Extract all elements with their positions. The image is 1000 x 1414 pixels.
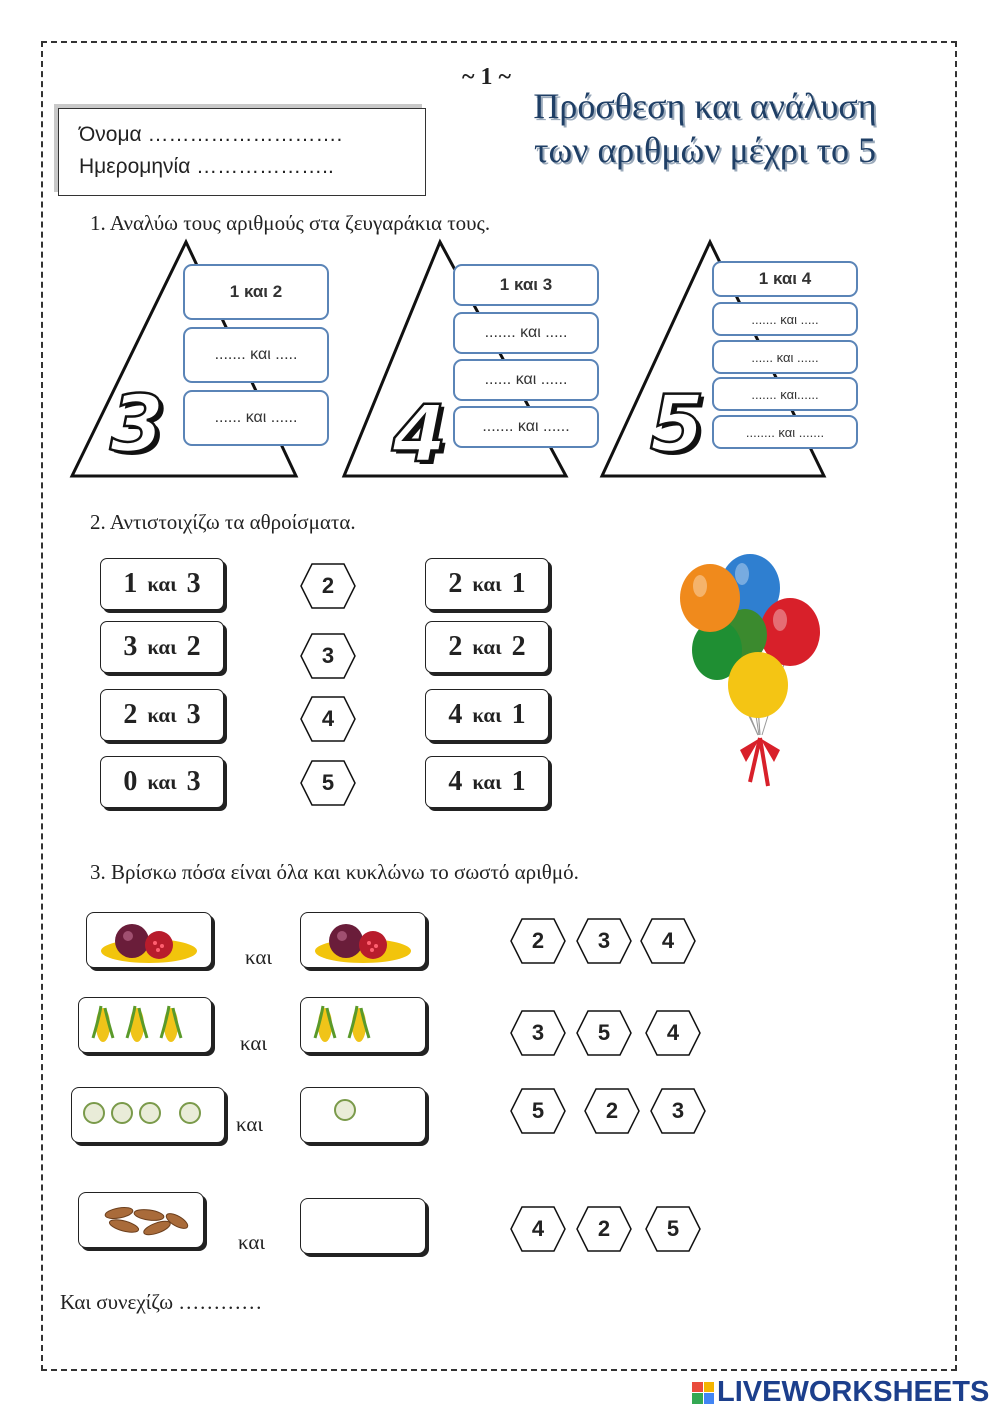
option-value: 5: [531, 1098, 545, 1123]
sum-result-hexagon[interactable]: [300, 633, 356, 679]
corn-icon: [79, 998, 211, 1052]
empty-picture-box: [300, 1198, 426, 1254]
option-value: 2: [531, 928, 545, 953]
answer-option-hexagon[interactable]: [510, 1206, 566, 1252]
hex-value: 2: [321, 573, 335, 598]
hex-value: 5: [321, 770, 335, 795]
answer-option-hexagon[interactable]: [645, 1010, 701, 1056]
title-line-1: Πρόσθεση και ανάλυση: [533, 86, 877, 126]
cauliflower-icon: [72, 1088, 224, 1142]
sum-addend-a: 4: [448, 766, 463, 797]
sum-addend-b: 2: [511, 631, 526, 662]
pair-input[interactable]: ....... και .....: [183, 327, 329, 383]
sum-kai: και: [472, 634, 502, 659]
answer-option-hexagon[interactable]: [645, 1206, 701, 1252]
sum-left-1[interactable]: [100, 558, 224, 610]
watermark-text: LIVEWORKSHEETS: [717, 1376, 990, 1408]
picture-box: [300, 1087, 426, 1143]
worksheet-title: [470, 84, 940, 172]
pair-example-3: 1 και 2: [183, 264, 329, 320]
answer-option-hexagon[interactable]: [576, 1206, 632, 1252]
page-number: ~ 1 ~: [462, 64, 511, 90]
sum-addend-b: 1: [511, 568, 526, 599]
and-label: και: [236, 1112, 264, 1136]
answer-option-hexagon[interactable]: [510, 918, 566, 964]
sum-addend-b: 3: [186, 699, 201, 730]
picture-box: [78, 997, 212, 1053]
answer-option-hexagon[interactable]: [510, 1010, 566, 1056]
option-value: 5: [597, 1020, 611, 1045]
exercise3-instruction: 3. Βρίσκω πόσα είναι όλα και κυκλώνω το σωστό αριθμό.: [90, 860, 579, 884]
sum-right-1[interactable]: [425, 558, 549, 610]
picture-box: [86, 912, 212, 968]
liveworksheets-logo: [692, 1376, 989, 1409]
pair-example-4: 1 και 3: [453, 264, 599, 306]
exercise1-instruction: 1. Αναλύω τους αριθμούς στα ζευγαράκια τους.: [90, 211, 491, 235]
sum-right-4[interactable]: [425, 756, 549, 808]
pair-input[interactable]: ....... και .....: [712, 302, 858, 336]
option-value: 4: [531, 1216, 545, 1241]
pomegranate-icon: [301, 913, 425, 967]
sum-addend-a: 2: [448, 568, 463, 599]
option-value: 4: [666, 1020, 680, 1045]
date-field[interactable]: Ημερομηνία ………………..: [79, 155, 334, 178]
answer-option-hexagon[interactable]: [576, 1010, 632, 1056]
option-value: 2: [605, 1098, 619, 1123]
title-line-2: των αριθμών μέχρι το 5: [534, 130, 876, 170]
pomegranate-icon: [87, 913, 211, 967]
sum-result-hexagon[interactable]: [300, 563, 356, 609]
sum-addend-b: 3: [186, 568, 201, 599]
corn-icon: [301, 998, 425, 1052]
picture-box: [300, 912, 426, 968]
sum-addend-a: 1: [123, 568, 138, 599]
sum-kai: και: [147, 769, 177, 794]
sum-result-hexagon[interactable]: [300, 696, 356, 742]
sum-kai: και: [472, 769, 502, 794]
sum-addend-b: 2: [186, 631, 201, 662]
pair-input[interactable]: ...... και ......: [453, 359, 599, 401]
pair-input[interactable]: ........ και .......: [712, 415, 858, 449]
answer-option-hexagon[interactable]: [640, 918, 696, 964]
answer-option-hexagon[interactable]: [584, 1088, 640, 1134]
sum-left-3[interactable]: [100, 689, 224, 741]
triangle-number-5: 5: [650, 380, 705, 470]
sum-addend-b: 1: [511, 699, 526, 730]
sum-addend-a: 3: [123, 631, 138, 662]
pair-example-5: 1 και 4: [712, 261, 858, 297]
sum-left-4[interactable]: [100, 756, 224, 808]
triangle-number-3: 3: [110, 380, 165, 470]
hex-value: 4: [321, 706, 335, 731]
balloons-icon: [670, 550, 830, 795]
option-value: 2: [597, 1216, 611, 1241]
answer-option-hexagon[interactable]: [510, 1088, 566, 1134]
picture-box: [300, 997, 426, 1053]
pair-input[interactable]: ....... και ......: [453, 406, 599, 448]
sum-right-2[interactable]: [425, 621, 549, 673]
option-value: 3: [597, 928, 611, 953]
sum-addend-a: 2: [123, 699, 138, 730]
picture-box: [78, 1192, 204, 1248]
sum-addend-a: 2: [448, 631, 463, 662]
sum-addend-a: 0: [123, 766, 138, 797]
answer-option-hexagon[interactable]: [576, 918, 632, 964]
sum-kai: και: [472, 571, 502, 596]
option-value: 3: [671, 1098, 685, 1123]
hex-value: 3: [321, 643, 335, 668]
and-label: και: [245, 945, 273, 969]
sum-kai: και: [147, 634, 177, 659]
continue-text: Και συνεχίζω …………: [60, 1290, 263, 1314]
sum-addend-a: 4: [448, 699, 463, 730]
sum-addend-b: 3: [186, 766, 201, 797]
sum-left-2[interactable]: [100, 621, 224, 673]
cauliflower-icon: [301, 1088, 425, 1142]
and-label: και: [238, 1230, 266, 1254]
sum-right-3[interactable]: [425, 689, 549, 741]
option-value: 4: [661, 928, 675, 953]
pair-input[interactable]: ....... και .....: [453, 312, 599, 354]
sum-addend-b: 1: [511, 766, 526, 797]
sum-kai: και: [147, 702, 177, 727]
pair-input[interactable]: ....... και......: [712, 377, 858, 411]
sum-kai: και: [147, 571, 177, 596]
option-value: 3: [531, 1020, 545, 1045]
and-label: και: [240, 1031, 268, 1055]
name-date-box: [58, 108, 426, 196]
sum-kai: και: [472, 702, 502, 727]
triangle-number-4: 4: [392, 390, 447, 480]
option-value: 5: [666, 1216, 680, 1241]
name-field[interactable]: Όνομα ……………………….: [79, 123, 343, 146]
pair-input[interactable]: ...... και ......: [712, 340, 858, 374]
answer-option-hexagon[interactable]: [650, 1088, 706, 1134]
sum-result-hexagon[interactable]: [300, 760, 356, 806]
pair-input[interactable]: ...... και ......: [183, 390, 329, 446]
almond-icon: [79, 1193, 203, 1247]
exercise2-instruction: 2. Αντιστοιχίζω τα αθροίσματα.: [90, 510, 356, 534]
liveworksheets-mark-icon: [692, 1382, 714, 1404]
picture-box: [71, 1087, 225, 1143]
